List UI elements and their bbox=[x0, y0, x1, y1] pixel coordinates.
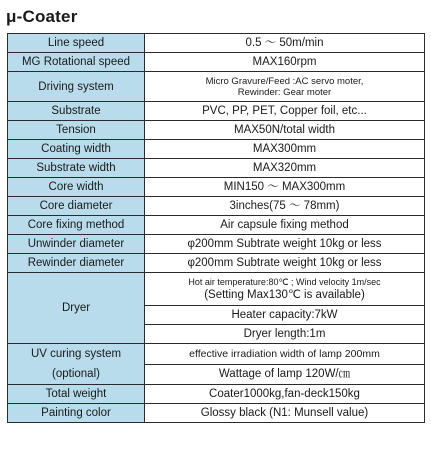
row-value-line: Hot air temperature:80℃ ; Wind velocity 1m/sec bbox=[188, 276, 381, 287]
table-row bbox=[8, 404, 425, 423]
row-label: Substrate width bbox=[8, 159, 145, 178]
row-value: MAX320mm bbox=[145, 159, 425, 178]
table-row bbox=[8, 34, 425, 53]
table-row bbox=[8, 254, 425, 273]
row-label: Driving system bbox=[8, 72, 145, 102]
table-row bbox=[8, 159, 425, 178]
row-value: 3inches(75 ～ 78mm) bbox=[145, 197, 425, 216]
row-label: Substrate bbox=[8, 102, 145, 121]
row-value: 0.5 ～ 50m/min bbox=[145, 34, 425, 53]
row-label: MG Rotational speed bbox=[8, 53, 145, 72]
table-row bbox=[8, 235, 425, 254]
row-value: Heater capacity:7kW bbox=[145, 306, 425, 325]
row-value: Dryer length:1m bbox=[145, 325, 425, 344]
row-value: MAX300mm bbox=[145, 140, 425, 159]
row-label-line: (optional) bbox=[52, 368, 100, 380]
row-value: Coater1000kg,fan-deck150kg bbox=[145, 385, 425, 404]
row-label: Core diameter bbox=[8, 197, 145, 216]
row-value: MAX160rpm bbox=[145, 53, 425, 72]
row-value: MIN150 ～ MAX300mm bbox=[145, 178, 425, 197]
row-value bbox=[145, 72, 425, 102]
table-row bbox=[8, 140, 425, 159]
row-label: Total weight bbox=[8, 385, 145, 404]
spec-table bbox=[7, 33, 425, 423]
row-label: Coating width bbox=[8, 140, 145, 159]
row-label bbox=[8, 344, 145, 385]
row-label: Dryer bbox=[8, 273, 145, 344]
table-row bbox=[8, 344, 425, 365]
row-label: Rewinder diameter bbox=[8, 254, 145, 273]
row-value: MAX50N/total width bbox=[145, 121, 425, 140]
row-value: PVC, PP, PET, Copper foil, etc... bbox=[145, 102, 425, 121]
table-row bbox=[8, 273, 425, 306]
table-row bbox=[8, 216, 425, 235]
row-label: Core width bbox=[8, 178, 145, 197]
row-label: Painting color bbox=[8, 404, 145, 423]
row-value: φ200mm Subtrate weight 10kg or less bbox=[145, 254, 425, 273]
row-label: Tension bbox=[8, 121, 145, 140]
row-value-line: Rewinder: Gear moter bbox=[237, 86, 332, 98]
table-row bbox=[8, 121, 425, 140]
row-value bbox=[145, 273, 425, 306]
row-value: Air capsule fixing method bbox=[145, 216, 425, 235]
table-row bbox=[8, 102, 425, 121]
row-value: φ200mm Subtrate weight 10kg or less bbox=[145, 235, 425, 254]
table-row bbox=[8, 385, 425, 404]
table-row bbox=[8, 53, 425, 72]
row-value: effective irradiation width of lamp 200mm bbox=[145, 344, 425, 365]
table-row bbox=[8, 197, 425, 216]
row-label: Line speed bbox=[8, 34, 145, 53]
row-value-line: (Setting Max130℃ is available) bbox=[204, 288, 365, 301]
table-row bbox=[8, 72, 425, 102]
table-row bbox=[8, 178, 425, 197]
row-label-line: UV curing system bbox=[30, 348, 122, 360]
row-value: Wattage of lamp 120W/㎝ bbox=[145, 364, 425, 385]
row-label: Unwinder diameter bbox=[8, 235, 145, 254]
row-label: Core fixing method bbox=[8, 216, 145, 235]
row-value-line: Micro Gravure/Feed :AC servo moter, bbox=[205, 75, 364, 87]
row-value: Glossy black (N1: Munsell value) bbox=[145, 404, 425, 423]
page-title: μ-Coater bbox=[6, 7, 78, 26]
